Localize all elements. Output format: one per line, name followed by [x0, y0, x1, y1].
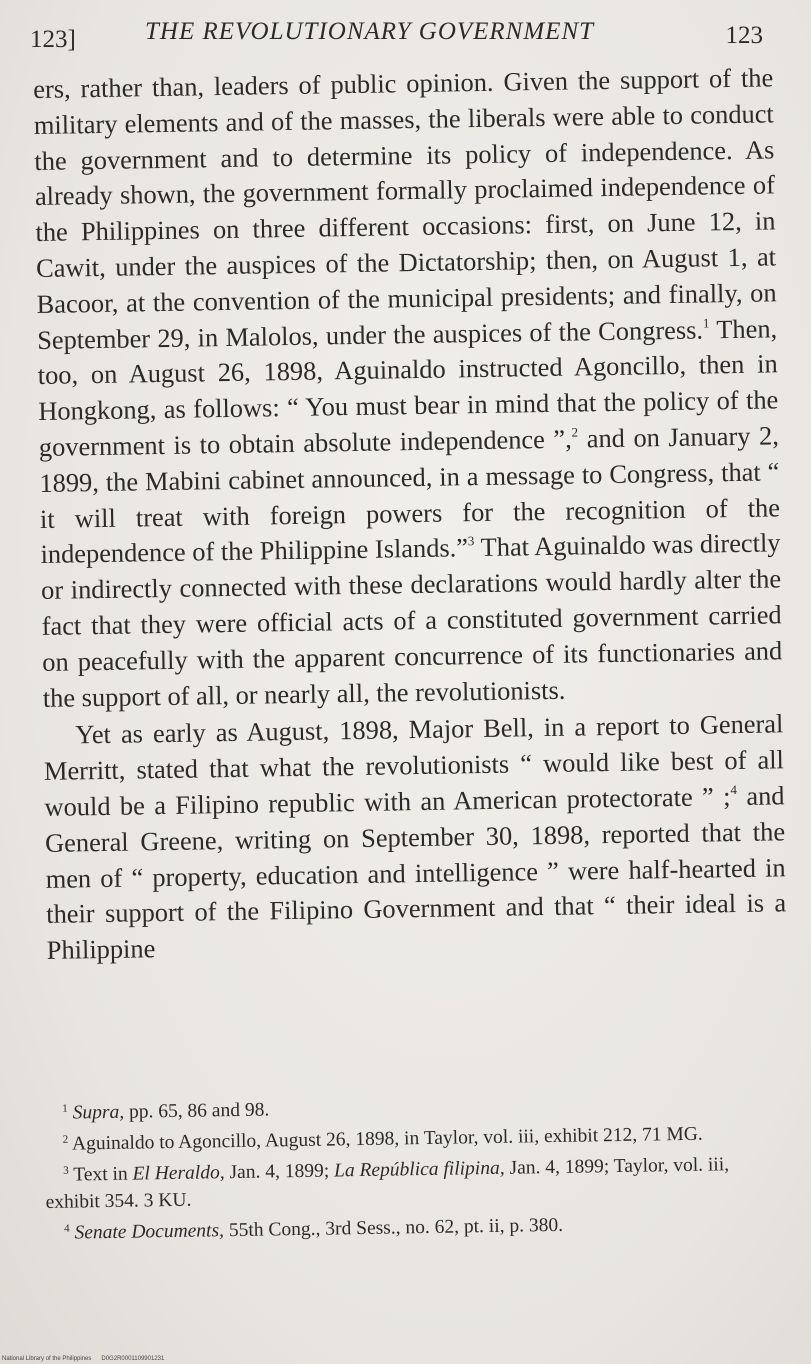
paragraph-1-text-4: That Aguinaldo was directly or indirectly connected with these declarations would hardly alter the fact that they were official acts of a constituted government carried on peacefully with the apparent concurrence of its functionaries and the support of all, or nearly all, the revolutionists. — [40, 527, 783, 713]
footnote-3-post: Jan. 4, 1899; Taylor, vol. iii, exhibit 354. 3 KU. — [45, 1154, 730, 1213]
footnotes — [44, 1085, 774, 1247]
paragraph-1-text-1: ers, rather than, leaders of public opinion. Given the support of the military elements and of the masses, the liberals were able to conduct the government and to determine its policy of independence. As already shown, the government formally proclaimed independence of the Philippines on three different occasions: first, on June 12, in Cawit, under the auspices of the Dictatorship; then, on August 1, at Bacoor, at the convention of the municipal presidents; and finally, on September 29, in Malolos, under the auspices of the Congress. — [33, 62, 777, 355]
page-number-right: 123 — [725, 22, 763, 49]
scan-code: D0G2R0001109901231 — [101, 1356, 165, 1362]
footnote-4-mark: 4 — [63, 1222, 70, 1235]
footnote-3 — [45, 1151, 774, 1216]
footnote-2-mark: 2 — [62, 1133, 69, 1146]
footnote-1-mark: 1 — [62, 1102, 68, 1115]
footnote-3-mark: 3 — [63, 1164, 69, 1177]
paragraph-2-text-1: Yet as early as August, 1898, Major Bell, in a report to General Merritt, stated that what the revolutionists “ would like best of all would be a Filipino republic with an American protectorate ” ; — [43, 708, 785, 822]
footnote-3-mid: Jan. 4, 1899; — [224, 1160, 335, 1184]
footnote-4 — [46, 1209, 774, 1247]
paragraph-2-text-2: and General Greene, writing on September 30, 1898, reported that the men of “ property, education and intelligence ” were half-hearted in their support of the Filipino Government and that “ their ideal is a Philippine — [44, 780, 787, 966]
footnote-4-text: 55th Cong., 3rd Sess., no. 62, pt. ii, p. 380. — [223, 1214, 564, 1242]
footnote-ref-3: 3 — [467, 533, 475, 549]
running-title: THE REVOLUTIONARY GOVERNMENT — [145, 18, 595, 45]
footnote-3-italic-2: La República filipina, — [333, 1157, 505, 1182]
page-number-left: 123] — [30, 26, 76, 53]
paragraph-2 — [43, 707, 787, 969]
library-credit: National Library of the Philippines — [2, 1356, 92, 1362]
footnote-2-text: Aguinaldo to Agoncillo, August 26, 1898, in Taylor, vol. iii, exhibit 212, 71 MG. — [71, 1123, 703, 1155]
scan-footer — [2, 1356, 174, 1362]
body-text — [33, 60, 787, 968]
footnote-3-pre: Text in — [73, 1163, 133, 1186]
paragraph-1 — [33, 60, 783, 716]
footnote-1-italic: Supra, — [72, 1101, 125, 1124]
footnote-3-italic-1: El Heraldo, — [132, 1162, 225, 1185]
paragraph-1-text-2: Then, too, on August 26, 1898, Aguinaldo instructed Agoncillo, then in Hongkong, as follows: “ You must bear in mind that the policy of the government is to obtain absolute independence ”, — [37, 312, 779, 462]
footnote-4-italic: Senate Documents, — [74, 1220, 225, 1244]
paragraph-1-text-3: and on January 2, 1899, the Mabini cabinet announced, in a message to Congress, that “ it will treat with foreign powers for the recognition of the independence of the Philippine Islands.” — [39, 420, 781, 570]
footnote-ref-4: 4 — [730, 781, 737, 798]
footnote-ref-1: 1 — [702, 314, 710, 331]
page-header — [30, 18, 763, 58]
footnote-1-text: pp. 65, 86 and 98. — [123, 1099, 270, 1123]
footnote-ref-2: 2 — [571, 424, 579, 440]
